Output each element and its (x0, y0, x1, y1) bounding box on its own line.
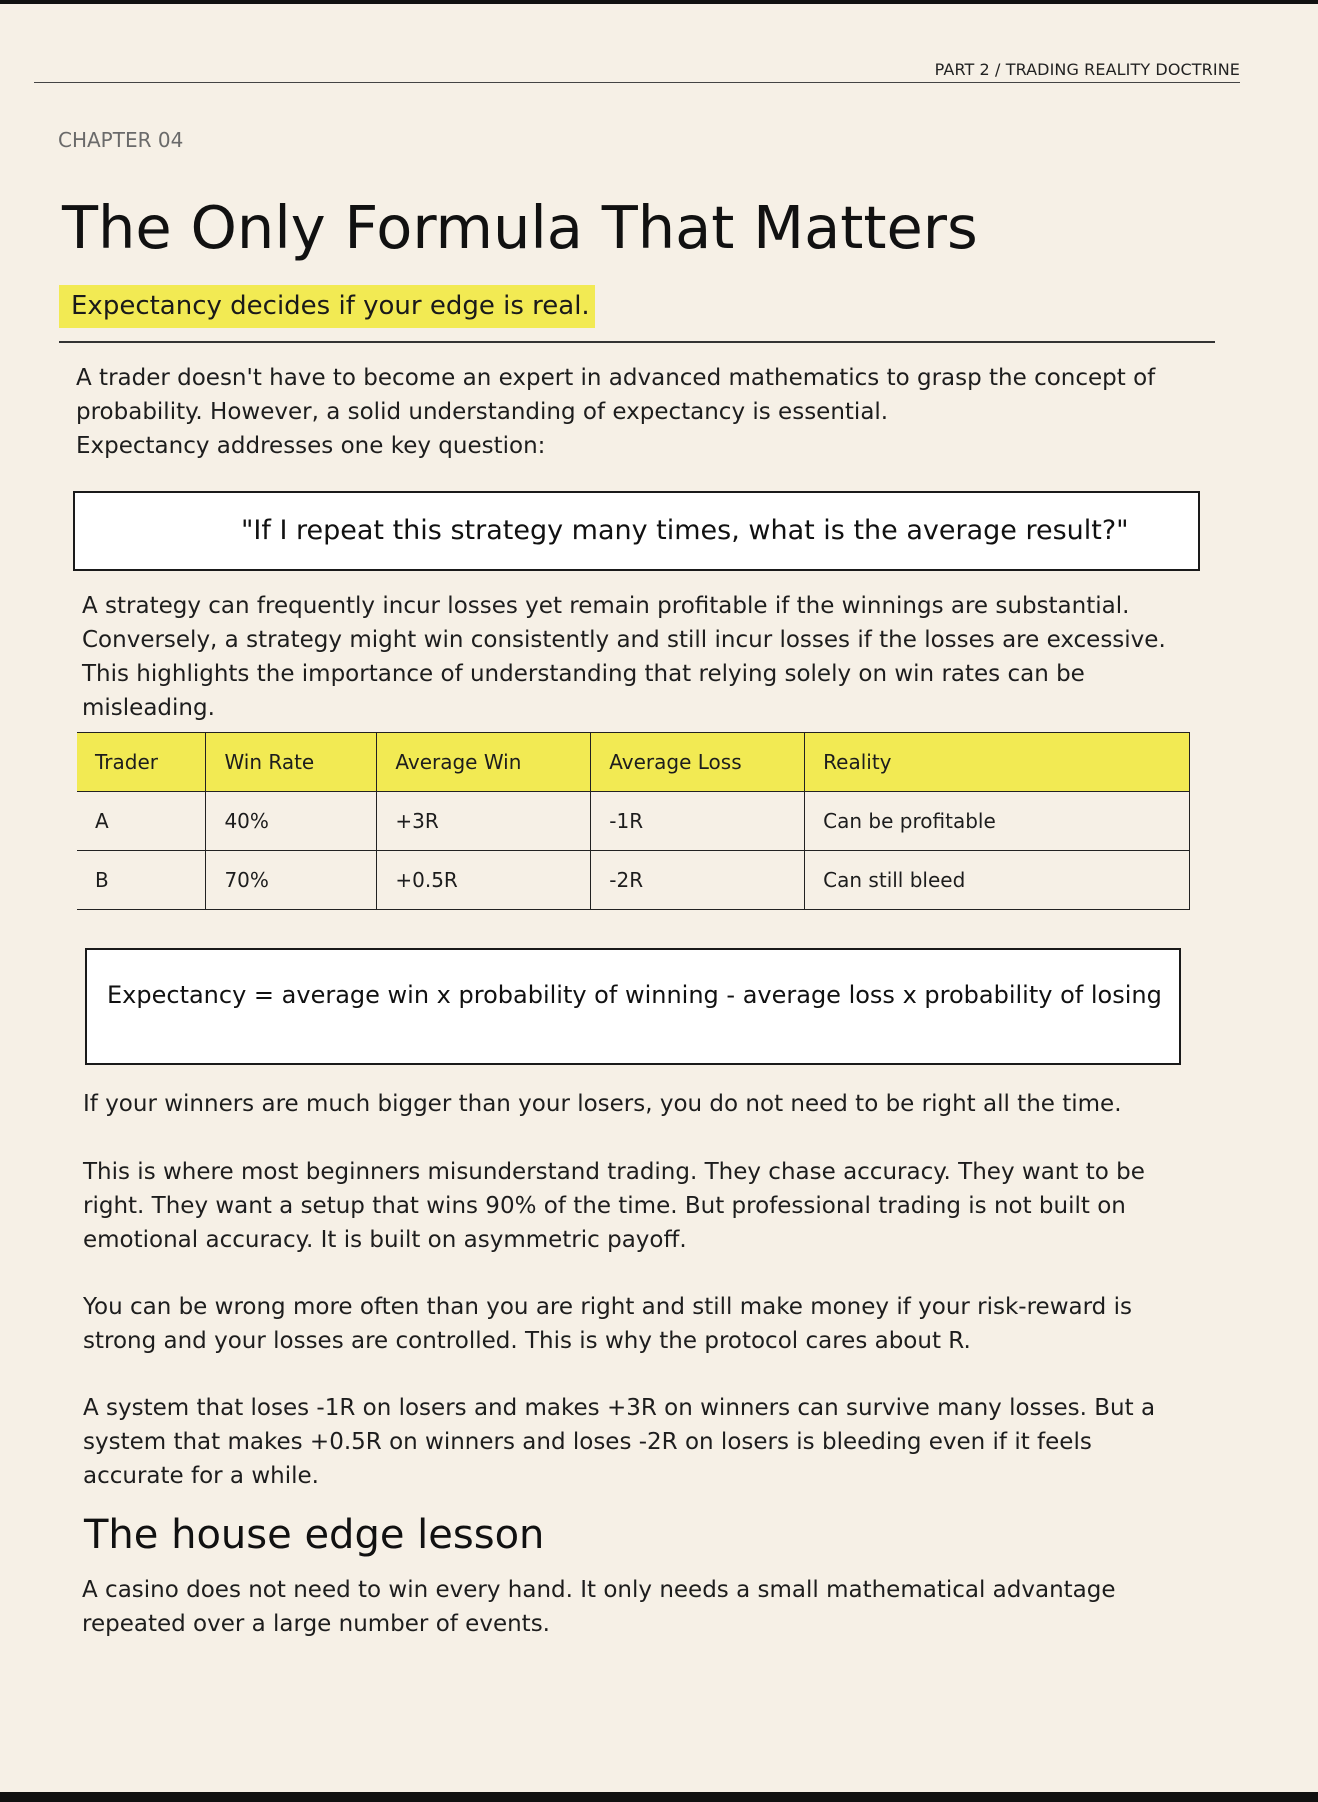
body-line: A system that loses -1R on losers and makes +3R on winners can survive many losses. But a (83, 1395, 1156, 1421)
cell-trader: A (77, 792, 206, 851)
body-paragraph-4 (83, 1391, 1155, 1493)
document-page (0, 4, 1318, 1792)
body-line: If your winners are much bigger than your losers, you do not need to be right all the time. (83, 1091, 1122, 1117)
title-divider (59, 341, 1215, 343)
intro-line: probability. However, a solid understanding of expectancy is essential. (76, 399, 889, 425)
cell-average-win: +0.5R (377, 851, 591, 910)
body-paragraph-1 (83, 1087, 1122, 1121)
header-reality: Reality (805, 733, 1190, 792)
body-line: This is where most beginners misunderstand trading. They chase accuracy. They want to be (83, 1159, 1145, 1185)
highlighted-subtitle: Expectancy decides if your edge is real. (59, 285, 595, 328)
table-header-row (77, 733, 1190, 792)
header-win-rate: Win Rate (206, 733, 377, 792)
cell-trader: B (77, 851, 206, 910)
cell-average-loss: -2R (591, 851, 805, 910)
section-line: repeated over a large number of events. (82, 1611, 550, 1637)
expectancy-formula: Expectancy = average win x probability of winning - average loss x probability of losing (107, 981, 1162, 1009)
section-line: A casino does not need to win every hand. It only needs a small mathematical advantage (82, 1577, 1116, 1603)
cell-average-loss: -1R (591, 792, 805, 851)
header-average-loss: Average Loss (591, 733, 805, 792)
strategy-line: This highlights the importance of understanding that relying solely on win rates can be (82, 661, 1085, 687)
body-line: system that makes +0.5R on winners and loses -2R on losers is bleeding even if it feels (83, 1429, 1092, 1455)
cell-reality: Can still bleed (805, 851, 1190, 910)
strategy-line: misleading. (82, 695, 215, 721)
header-divider (34, 82, 1240, 83)
body-line: You can be wrong more often than you are right and still make money if your risk-reward is (83, 1294, 1132, 1320)
strategy-line: Conversely, a strategy might win consistently and still incur losses if the losses are excessive. (82, 627, 1166, 653)
strategy-line: A strategy can frequently incur losses yet remain profitable if the winnings are substantial. (82, 593, 1130, 619)
key-question-text: "If I repeat this strategy many times, what is the average result?" (241, 515, 1129, 546)
cell-win-rate: 40% (206, 792, 377, 851)
running-header: PART 2 / TRADING REALITY DOCTRINE (934, 60, 1240, 79)
section-paragraph (82, 1573, 1116, 1641)
body-line: emotional accuracy. It is built on asymmetric payoff. (83, 1227, 687, 1253)
cell-win-rate: 70% (206, 851, 377, 910)
intro-line: Expectancy addresses one key question: (76, 433, 546, 459)
header-average-win: Average Win (377, 733, 591, 792)
body-line: right. They want a setup that wins 90% of the time. But professional trading is not built on (83, 1193, 1126, 1219)
intro-line: A trader doesn't have to become an expert in advanced mathematics to grasp the concept of (76, 365, 1156, 391)
chapter-label: CHAPTER 04 (58, 128, 184, 152)
header-trader: Trader (77, 733, 206, 792)
key-question-box (73, 491, 1200, 571)
body-paragraph-2 (83, 1155, 1145, 1257)
body-paragraph-3 (83, 1290, 1132, 1358)
page-title: The Only Formula That Matters (62, 193, 978, 262)
trader-comparison-table (77, 732, 1190, 910)
intro-paragraph (76, 361, 1155, 463)
strategy-paragraph (82, 589, 1166, 725)
body-line: accurate for a while. (83, 1463, 319, 1489)
body-line: strong and your losses are controlled. This is why the protocol cares about R. (83, 1328, 971, 1354)
formula-box (85, 948, 1181, 1065)
table-row (77, 851, 1190, 910)
cell-average-win: +3R (377, 792, 591, 851)
section-heading: The house edge lesson (84, 1512, 545, 1558)
cell-reality: Can be profitable (805, 792, 1190, 851)
table-row (77, 792, 1190, 851)
